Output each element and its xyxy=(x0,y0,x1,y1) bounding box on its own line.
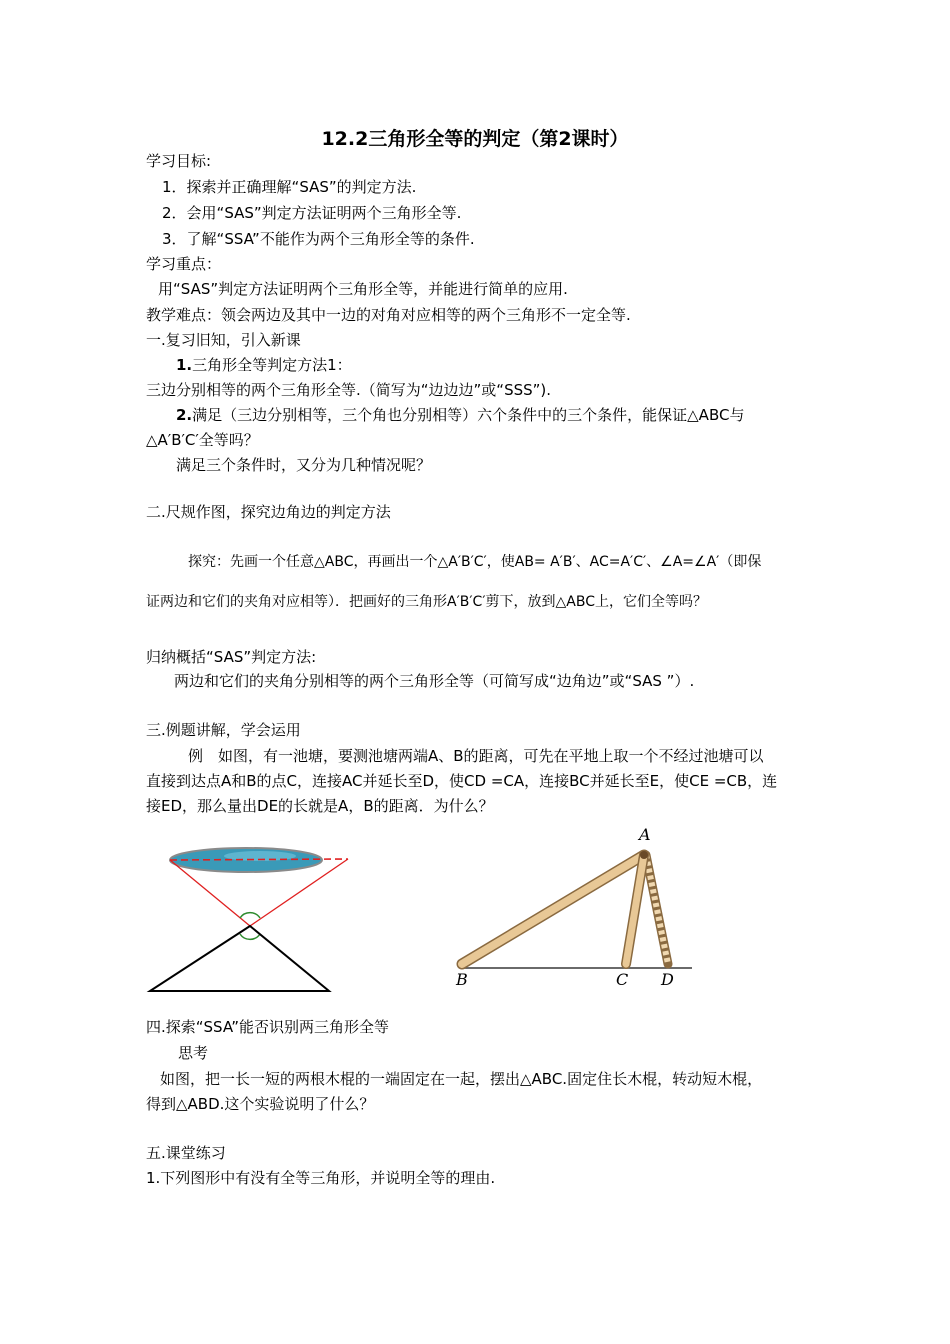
section4-line-1: 如图，把一长一短的两根木棍的一端固定在一起，摆出△ABC.固定住长木棍，转动短木棍， xyxy=(160,1070,763,1088)
example-line-2: 直接到达点A和B的点C，连接AC并延长至D，使CD =CA，连接BC并延长至E，使CE =CB，连 xyxy=(146,772,778,790)
label-b: B xyxy=(456,970,468,989)
joint-a xyxy=(640,851,648,859)
section3-heading: 三.例题讲解，学会运用 xyxy=(146,721,301,739)
angle-arc-bottom xyxy=(240,934,260,939)
goals-heading: 学习目标: xyxy=(146,152,212,170)
section2-heading: 二.尺规作图，探究边角边的判定方法 xyxy=(146,503,391,521)
label-d: D xyxy=(661,970,674,989)
goal-item-2: 2．会用“SAS”判定方法证明两个三角形全等. xyxy=(162,204,462,222)
explore-line-2: 证两边和它们的夹角对应相等）．把画好的三角形A′B′C′剪下，放到△ABC上，它们全等吗？ xyxy=(146,594,707,610)
ground-triangle xyxy=(150,926,329,991)
section1-item1-desc: 三边分别相等的两个三角形全等.（简写为“边边边”或“SSS”). xyxy=(146,381,552,399)
exercise-1: 1.下列图形中有没有全等三角形，并说明全等的理由. xyxy=(146,1169,496,1187)
key-points-heading: 学习重点： xyxy=(146,255,222,273)
goal-item-1: 1．探索并正确理解“SAS”的判定方法. xyxy=(162,178,417,196)
section5-heading: 五.课堂练习 xyxy=(146,1144,226,1162)
section1-item1 xyxy=(176,355,352,375)
section4-heading: 四.探索“SSA”能否识别两三角形全等 xyxy=(146,1018,390,1036)
page-title: 12.2三角形全等的判定（第2课时） xyxy=(321,128,629,150)
explore-line-1: 探究：先画一个任意△ABC，再画出一个△A′B′C′，使AB= A′B′、AC=A′C′、∠A=∠A′（即保 xyxy=(188,554,762,570)
stick-figure xyxy=(448,822,698,994)
label-a: A xyxy=(639,825,651,844)
short-stick-ac-fill xyxy=(626,855,644,964)
label-c: C xyxy=(616,970,629,989)
example-line-1: 例 如图，有一池塘，要测池塘两端A、B的距离，可先在平地上取一个不经过池塘可以 xyxy=(188,747,764,765)
long-stick-ba-fill xyxy=(462,855,644,964)
difficulty-text: 教学难点：领会两边及其中一边的对角对应相等的两个三角形不一定全等. xyxy=(146,306,631,324)
section1-question: 满足三个条件时，又分为几种情况呢？ xyxy=(176,456,432,474)
item2-text: 满足（三边分别相等，三个角也分别相等）六个条件中的三个条件，能保证△ABC与 xyxy=(192,406,745,424)
section1-item2-line2: △A′B′C′全等吗？ xyxy=(146,431,259,449)
think-label: 思考 xyxy=(178,1044,209,1062)
example-line-3: 接ED，那么量出DE的长就是A，B的距离．为什么？ xyxy=(146,797,494,815)
item2-label: 2. xyxy=(176,406,193,424)
key-points-text: 用“SAS”判定方法证明两个三角形全等，并能进行简单的应用. xyxy=(158,280,568,298)
item1-text: 三角形全等判定方法1： xyxy=(192,356,352,374)
angle-arc-top xyxy=(240,913,260,918)
pond-figure xyxy=(140,838,360,996)
summary-heading: 归纳概括“SAS”判定方法: xyxy=(146,648,317,666)
summary-text: 两边和它们的夹角分别相等的两个三角形全等（可简写成“边角边”或“SAS ”）. xyxy=(174,672,695,690)
goal-item-3: 3．了解“SSA”不能作为两个三角形全等的条件. xyxy=(162,230,475,248)
section1-item2-line1 xyxy=(176,405,744,425)
section1-heading: 一.复习旧知，引入新课 xyxy=(146,331,301,349)
item1-label: 1. xyxy=(176,356,193,374)
section4-line-2: 得到△ABD.这个实验说明了什么？ xyxy=(146,1095,375,1113)
